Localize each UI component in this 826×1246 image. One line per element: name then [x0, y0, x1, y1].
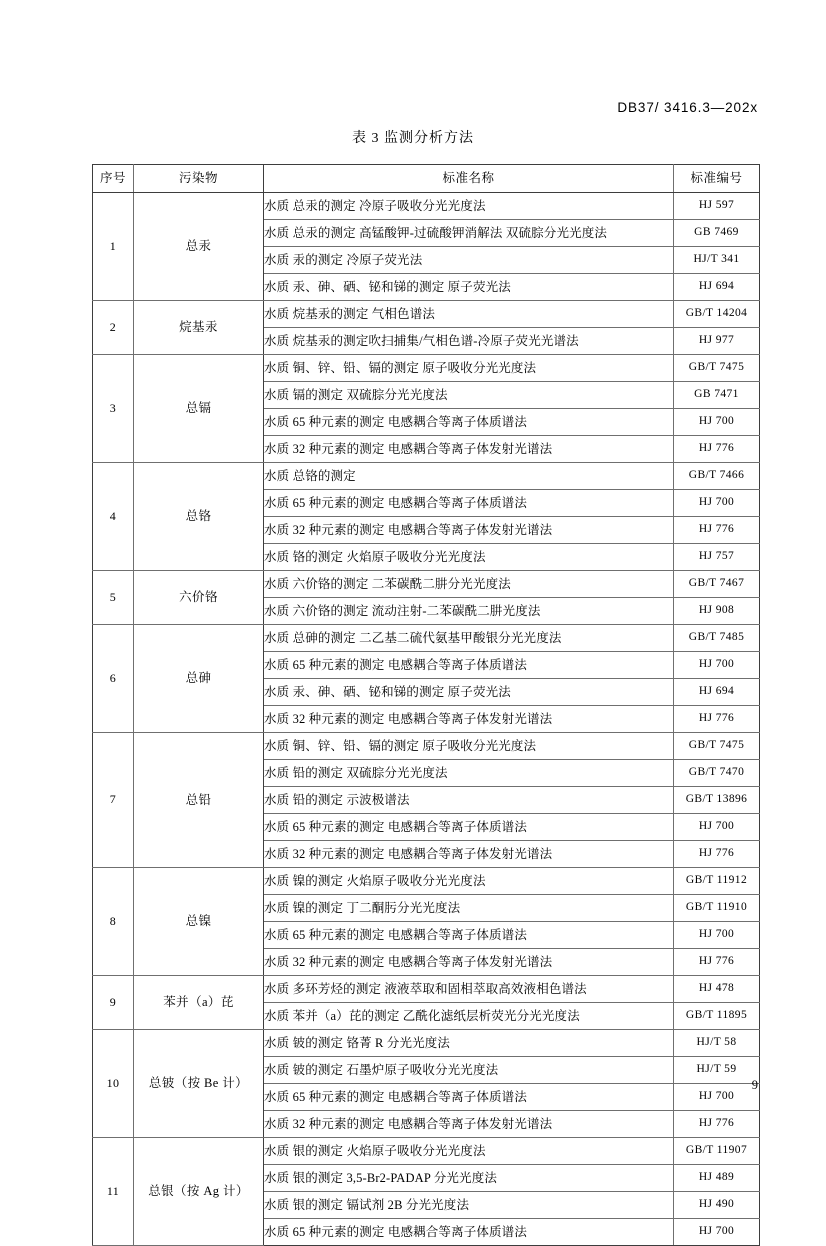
cell-standard-code: GB 7471 [674, 382, 760, 409]
table-row [93, 301, 760, 328]
table-row [93, 868, 760, 895]
cell-pollutant: 总银（按 Ag 计） [134, 1138, 264, 1246]
cell-standard-name: 水质 银的测定 火焰原子吸收分光光度法 [264, 1138, 674, 1165]
cell-pollutant: 烷基汞 [134, 301, 264, 355]
cell-standard-code: HJ 908 [674, 598, 760, 625]
cell-standard-name: 水质 六价铬的测定 二苯碳酰二肼分光光度法 [264, 571, 674, 598]
cell-standard-code: HJ 490 [674, 1192, 760, 1219]
cell-standard-code: GB/T 11895 [674, 1003, 760, 1030]
column-header-no: 序号 [93, 165, 134, 193]
cell-standard-code: HJ/T 341 [674, 247, 760, 274]
cell-standard-name: 水质 65 种元素的测定 电感耦合等离子体质谱法 [264, 922, 674, 949]
cell-standard-name: 水质 铜、锌、铅、镉的测定 原子吸收分光光度法 [264, 355, 674, 382]
cell-standard-name: 水质 总砷的测定 二乙基二硫代氨基甲酸银分光光度法 [264, 625, 674, 652]
cell-standard-name: 水质 六价铬的测定 流动注射-二苯碳酰二肼光度法 [264, 598, 674, 625]
cell-standard-code: HJ 757 [674, 544, 760, 571]
cell-standard-code: GB/T 14204 [674, 301, 760, 328]
cell-standard-code: HJ 489 [674, 1165, 760, 1192]
cell-standard-name: 水质 汞的测定 冷原子荧光法 [264, 247, 674, 274]
table-row [93, 625, 760, 652]
cell-standard-name: 水质 多环芳烃的测定 液液萃取和固相萃取高效液相色谱法 [264, 976, 674, 1003]
cell-standard-name: 水质 银的测定 镉试剂 2B 分光光度法 [264, 1192, 674, 1219]
cell-standard-name: 水质 65 种元素的测定 电感耦合等离子体质谱法 [264, 1219, 674, 1246]
cell-standard-name: 水质 银的测定 3,5-Br2-PADAP 分光光度法 [264, 1165, 674, 1192]
cell-standard-name: 水质 苯并（a）芘的测定 乙酰化滤纸层析荧光分光光度法 [264, 1003, 674, 1030]
cell-standard-code: HJ 776 [674, 949, 760, 976]
cell-pollutant: 苯并（a）芘 [134, 976, 264, 1030]
cell-standard-name: 水质 镍的测定 火焰原子吸收分光光度法 [264, 868, 674, 895]
cell-index: 4 [93, 463, 134, 571]
cell-pollutant: 总镍 [134, 868, 264, 976]
cell-standard-code: HJ 694 [674, 679, 760, 706]
cell-standard-name: 水质 65 种元素的测定 电感耦合等离子体质谱法 [264, 652, 674, 679]
table-row [93, 193, 760, 220]
table-row [93, 1030, 760, 1057]
cell-standard-code: HJ 700 [674, 409, 760, 436]
cell-standard-code: HJ 700 [674, 814, 760, 841]
table-header-row [93, 165, 760, 193]
cell-standard-name: 水质 镉的测定 双硫腙分光光度法 [264, 382, 674, 409]
cell-index: 5 [93, 571, 134, 625]
cell-standard-name: 水质 总汞的测定 冷原子吸收分光光度法 [264, 193, 674, 220]
cell-pollutant: 总铬 [134, 463, 264, 571]
document-header-code: DB37/ 3416.3—202x [617, 100, 758, 115]
table-row [93, 1138, 760, 1165]
cell-standard-name: 水质 镍的测定 丁二酮肟分光光度法 [264, 895, 674, 922]
cell-index: 6 [93, 625, 134, 733]
cell-standard-name: 水质 铍的测定 铬菁 R 分光光度法 [264, 1030, 674, 1057]
cell-pollutant: 六价铬 [134, 571, 264, 625]
table-row [93, 733, 760, 760]
cell-standard-code: HJ 776 [674, 1111, 760, 1138]
cell-standard-code: GB 7469 [674, 220, 760, 247]
cell-standard-name: 水质 65 种元素的测定 电感耦合等离子体质谱法 [264, 1084, 674, 1111]
column-header-pollutant: 污染物 [134, 165, 264, 193]
table-row [93, 355, 760, 382]
cell-standard-name: 水质 铅的测定 双硫腙分光光度法 [264, 760, 674, 787]
cell-standard-name: 水质 32 种元素的测定 电感耦合等离子体发射光谱法 [264, 517, 674, 544]
column-header-standard-name: 标准名称 [264, 165, 674, 193]
cell-index: 1 [93, 193, 134, 301]
cell-index: 3 [93, 355, 134, 463]
cell-standard-code: HJ 597 [674, 193, 760, 220]
cell-standard-code: GB/T 11912 [674, 868, 760, 895]
cell-index: 7 [93, 733, 134, 868]
cell-standard-name: 水质 总铬的测定 [264, 463, 674, 490]
cell-standard-code: HJ 700 [674, 490, 760, 517]
monitoring-methods-table [92, 164, 760, 1246]
cell-pollutant: 总汞 [134, 193, 264, 301]
cell-standard-code: HJ 478 [674, 976, 760, 1003]
cell-pollutant: 总镉 [134, 355, 264, 463]
cell-pollutant: 总铍（按 Be 计） [134, 1030, 264, 1138]
cell-standard-code: GB/T 11907 [674, 1138, 760, 1165]
table-row [93, 976, 760, 1003]
cell-standard-code: HJ/T 59 [674, 1057, 760, 1084]
cell-standard-code: HJ 700 [674, 652, 760, 679]
cell-standard-code: GB/T 7470 [674, 760, 760, 787]
cell-standard-code: GB/T 7485 [674, 625, 760, 652]
cell-standard-code: GB/T 7475 [674, 355, 760, 382]
cell-standard-code: GB/T 7466 [674, 463, 760, 490]
table-row [93, 463, 760, 490]
cell-standard-code: GB/T 11910 [674, 895, 760, 922]
cell-index: 2 [93, 301, 134, 355]
table-caption: 表 3 监测分析方法 [352, 131, 474, 146]
table-row [93, 571, 760, 598]
cell-standard-name: 水质 铍的测定 石墨炉原子吸收分光光度法 [264, 1057, 674, 1084]
methods-table-container [92, 164, 759, 1246]
cell-standard-code: HJ/T 58 [674, 1030, 760, 1057]
cell-standard-code: GB/T 7467 [674, 571, 760, 598]
cell-standard-code: GB/T 7475 [674, 733, 760, 760]
table-body [93, 193, 760, 1246]
cell-standard-name: 水质 烷基汞的测定 气相色谱法 [264, 301, 674, 328]
cell-standard-code: GB/T 13896 [674, 787, 760, 814]
cell-standard-name: 水质 65 种元素的测定 电感耦合等离子体质谱法 [264, 490, 674, 517]
cell-index: 8 [93, 868, 134, 976]
cell-standard-name: 水质 总汞的测定 高锰酸钾-过硫酸钾消解法 双硫腙分光光度法 [264, 220, 674, 247]
cell-standard-name: 水质 汞、砷、硒、铋和锑的测定 原子荧光法 [264, 274, 674, 301]
cell-standard-name: 水质 铜、锌、铅、镉的测定 原子吸收分光光度法 [264, 733, 674, 760]
cell-standard-code: HJ 977 [674, 328, 760, 355]
cell-standard-name: 水质 32 种元素的测定 电感耦合等离子体发射光谱法 [264, 841, 674, 868]
cell-standard-code: HJ 694 [674, 274, 760, 301]
cell-standard-name: 水质 铬的测定 火焰原子吸收分光光度法 [264, 544, 674, 571]
cell-index: 11 [93, 1138, 134, 1246]
cell-standard-name: 水质 32 种元素的测定 电感耦合等离子体发射光谱法 [264, 706, 674, 733]
cell-standard-code: HJ 700 [674, 922, 760, 949]
cell-index: 10 [93, 1030, 134, 1138]
cell-index: 9 [93, 976, 134, 1030]
cell-standard-name: 水质 32 种元素的测定 电感耦合等离子体发射光谱法 [264, 436, 674, 463]
cell-standard-code: HJ 776 [674, 517, 760, 544]
cell-standard-name: 水质 32 种元素的测定 电感耦合等离子体发射光谱法 [264, 949, 674, 976]
cell-standard-code: HJ 776 [674, 706, 760, 733]
column-header-standard-code: 标准编号 [674, 165, 760, 193]
cell-standard-name: 水质 65 种元素的测定 电感耦合等离子体质谱法 [264, 409, 674, 436]
cell-standard-name: 水质 汞、砷、硒、铋和锑的测定 原子荧光法 [264, 679, 674, 706]
page-number: 9 [751, 1078, 758, 1092]
table-header [93, 165, 760, 193]
cell-standard-name: 水质 65 种元素的测定 电感耦合等离子体质谱法 [264, 814, 674, 841]
cell-pollutant: 总铅 [134, 733, 264, 868]
cell-standard-code: HJ 776 [674, 436, 760, 463]
cell-standard-code: HJ 700 [674, 1084, 760, 1111]
cell-standard-name: 水质 烷基汞的测定吹扫捕集/气相色谱-冷原子荧光光谱法 [264, 328, 674, 355]
cell-standard-code: HJ 776 [674, 841, 760, 868]
cell-standard-name: 水质 铅的测定 示波极谱法 [264, 787, 674, 814]
cell-standard-name: 水质 32 种元素的测定 电感耦合等离子体发射光谱法 [264, 1111, 674, 1138]
cell-pollutant: 总砷 [134, 625, 264, 733]
cell-standard-code: HJ 700 [674, 1219, 760, 1246]
